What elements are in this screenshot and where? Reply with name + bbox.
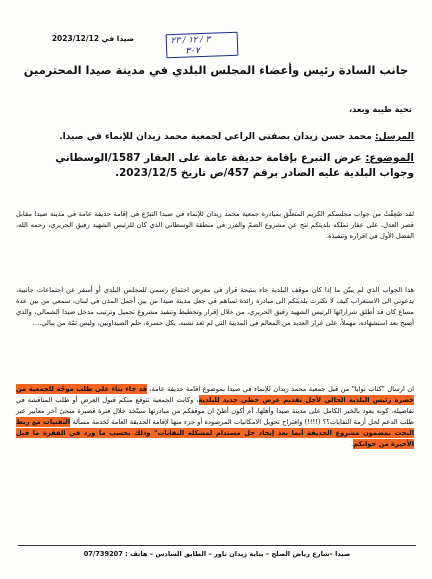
greeting: تحية طيبة وبعد، — [349, 104, 412, 114]
subject-label: الموضوع: — [365, 152, 414, 164]
stamp-date: ٣ / ١٢ / ٢٣ — [170, 34, 211, 47]
stamp-number: ٣٠٧ — [185, 46, 200, 57]
sender-label: المرسل: — [375, 132, 414, 142]
registry-stamp — [166, 32, 239, 58]
paragraph-3 — [16, 384, 414, 450]
footer-divider — [18, 545, 416, 546]
paragraph-3-part-b: ، وكانت الجمعية تتوقع منكم قبول العرض أو طلب المناقشة في تفاصيله، كونه يعود بالخير الكامل على مدينة صيدا وأهلها. أم أكون أظنّ ان موقفكم من مبادرتها سيتّخذ خلال فترة قصيرة منحىً آخر معايير عبر طلب الدعم لحل أزمة النفايات؟؟ (!!!!) وافتراح تحويل الامكانيات المرصودة أو جزء منها لإقامة الحديقة العامة لخدمة مسألة — [16, 396, 414, 426]
sender-text: محمد حسن زيدان بصفتي الراعي لجمعية محمد زيدان للإنماء في صيدا. — [59, 132, 376, 142]
highlighted-request-text: قد جاء بناء على طلب موجّه للجمعية من حضرة رئيس البلدية الحالي لأجل تقديم عرض خطي جديد للبلدية — [16, 385, 414, 404]
subject-line — [18, 151, 414, 181]
footer-address: صيدا –شارع رياض الصلح – بناية زيدان تاور – الطابق السادس – هاتف : 07/739207 — [83, 550, 351, 558]
paragraph-2: هذا الجواب الذي لم يبيّن ما إذا كان موقف البلدية جاء بنتيجة قرار في معرض اجتماع رسمي للمجلس البلدي أو أسفر عن اجتماعات جانبية، يدعوني الى الاستغراب كيف لا تكترث بلديتكم الى مبادرة رائدة تساهم في جعل مدينة صيدا من بين أجمل المدن في لبنان، سمعي من بين عدة مساع كان قد أطلق شراراتها الرئيس الشهيد رفيق الحريري، من خلال إقرار وتخطيط وتنفيذ مشروع تجميل وترتيب مدخل صيدا الشمالي، والذي أصبح بعد استشهاده، مهملاً، على غرار العديد من المعالم في المدينة التي لم تعد تشبه، بكل حسرة، حلم الصيداويين، وليس ثمّة من يبالي.... — [16, 286, 414, 327]
paragraph-1: لقد صُعِقْتُ من جواب مجلسكم الكريم المتعلّق بمبادرة جمعية محمد زيدان للإنماء في صيدا التبرّع في إقامة حديقة عامة في مدينة صيدا مقابل قصر العدل، على عقار تملكه بلديتكم نتج عن مشروع الضمّ والفرز في منطقة الوسطاني الذي كان للرئيس الشهيد رفيق الحريري، رحمه الله، الفضل الأول في اقراره وتنفيذه. — [16, 210, 414, 240]
letter-heading: جانب السادة رئيس وأعضاء المجلس البلدي في مدينة صيدا المحترمين — [23, 63, 409, 77]
sender-line — [18, 132, 414, 142]
paragraph-3-part-a: ان ارسال "كتاب نوايا" من قبل جمعية محمد زيدان للإنماء في صيدا بموضوع اقامة حديقة عامة، — [146, 385, 414, 393]
date-line: صيدا في 2023/12/12 — [51, 34, 134, 43]
highlighted-reply-quote: التقنيات مع ربط البحث بمضمون مشروع الحديقة أنما بعد إيجاد حل مستدام لمشكلة النفايات" وذلك بحسب ما ورد في الفقرة ما قبل الأخيرة من جوابكم — [16, 418, 414, 448]
subject-text: عرض التبرع بإقامة حديقة عامة على العقار 1587/الوسطاني وجواب البلدية عليه الصادر برقم 457/ص تاريخ 2023/12/5. — [55, 152, 414, 179]
